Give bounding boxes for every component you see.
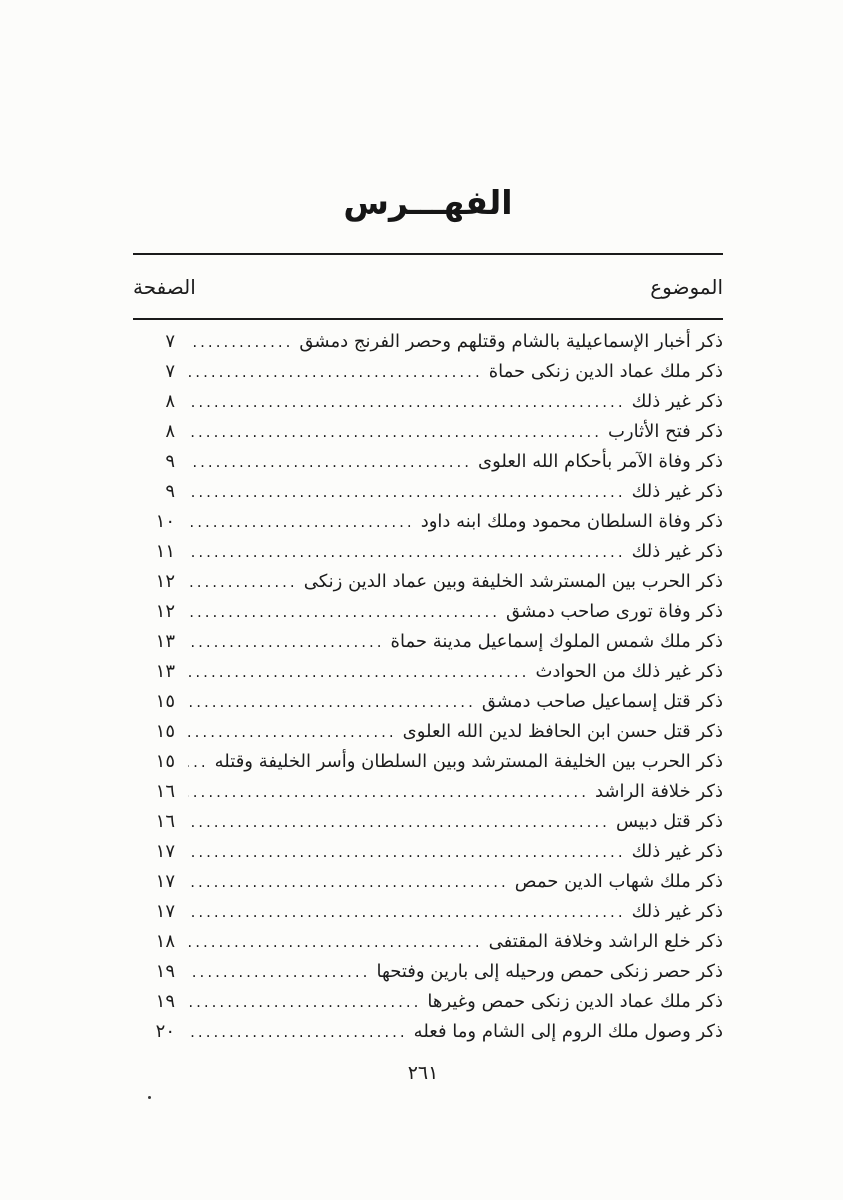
entry-page-number: ٧ xyxy=(165,331,175,352)
dotted-leader xyxy=(188,631,385,652)
folio-page-number: ٢٦١ xyxy=(407,1062,439,1084)
entry-title: ذكر غير ذلك xyxy=(631,481,723,502)
entry-title: ذكر غير ذلك xyxy=(631,901,723,922)
dotted-leader xyxy=(188,691,476,712)
entry-title: ذكر الحرب بين المسترشد الخليفة وبين عماد الدين زنكى xyxy=(303,571,723,592)
entry-title: ذكر غير ذلك من الحوادث xyxy=(535,661,723,682)
entry-title: ذكر أخبار الإسماعيلية بالشام وقتلهم وحصر الفرنج دمشق xyxy=(299,331,723,352)
entry-title: ذكر حصر زنكى حمص ورحيله إلى بارين وفتحها xyxy=(376,961,723,982)
dotted-leader xyxy=(188,601,500,622)
table-row xyxy=(133,991,723,1021)
dotted-leader xyxy=(188,811,610,832)
entry-page-number: ١٧ xyxy=(155,901,175,922)
subject-column-header: الموضوع xyxy=(650,275,723,299)
entry-page-number: ١٨ xyxy=(155,931,175,952)
entry-title: ذكر قتل حسن ابن الحافظ لدين الله العلوى xyxy=(402,721,723,742)
entry-title: ذكر غير ذلك xyxy=(631,841,723,862)
entry-page-number: ١٥ xyxy=(155,751,175,772)
entry-page-number: ١٦ xyxy=(155,811,175,832)
entry-title: ذكر ملك عماد الدين زنكى حماة xyxy=(488,361,723,382)
entry-title: ذكر ملك شمس الملوك إسماعيل مدينة حماة xyxy=(390,631,723,652)
table-row xyxy=(133,871,723,901)
entry-title: ذكر وصول ملك الروم إلى الشام وما فعله xyxy=(413,1021,723,1042)
dotted-leader xyxy=(188,511,415,532)
table-row xyxy=(133,481,723,511)
entry-title: ذكر ملك عماد الدين زنكى حمص وغيرها xyxy=(427,991,723,1012)
toc-entries xyxy=(133,331,723,1051)
dotted-leader xyxy=(188,781,589,802)
entry-title: ذكر ملك شهاب الدين حمص xyxy=(514,871,723,892)
entry-title: ذكر وفاة الآمر بأحكام الله العلوى xyxy=(478,451,723,472)
entry-page-number: ٨ xyxy=(165,421,175,442)
dotted-leader xyxy=(188,481,626,502)
dotted-leader xyxy=(188,871,509,892)
dotted-leader xyxy=(188,1021,408,1042)
dotted-leader xyxy=(188,541,626,562)
entry-page-number: ٩ xyxy=(165,451,175,472)
entry-page-number: ١٠ xyxy=(155,511,175,532)
entry-page-number: ١٣ xyxy=(155,661,175,682)
dotted-leader xyxy=(188,751,209,772)
table-row xyxy=(133,541,723,571)
entry-title: ذكر وفاة تورى صاحب دمشق xyxy=(505,601,723,622)
dotted-leader xyxy=(188,721,397,742)
entry-page-number: ١٧ xyxy=(155,871,175,892)
entry-title: ذكر وفاة السلطان محمود وملك ابنه داود xyxy=(420,511,723,532)
table-row xyxy=(133,631,723,661)
entry-page-number: ١٦ xyxy=(155,781,175,802)
page-column-header: الصفحة xyxy=(133,275,196,299)
dotted-leader xyxy=(188,421,602,442)
table-row xyxy=(133,811,723,841)
table-row xyxy=(133,601,723,631)
table-row xyxy=(133,721,723,751)
table-row xyxy=(133,781,723,811)
entry-title: ذكر قتل إسماعيل صاحب دمشق xyxy=(481,691,723,712)
entry-page-number: ١١ xyxy=(155,541,175,562)
entry-page-number: ١٧ xyxy=(155,841,175,862)
table-row xyxy=(133,841,723,871)
entry-page-number: ٩ xyxy=(165,481,175,502)
table-row xyxy=(133,331,723,361)
divider-header xyxy=(133,318,723,320)
table-row xyxy=(133,511,723,541)
dotted-leader xyxy=(188,991,421,1012)
entry-title: ذكر فتح الأثارب xyxy=(607,421,723,442)
table-row xyxy=(133,571,723,601)
table-row xyxy=(133,901,723,931)
entry-page-number: ٨ xyxy=(165,391,175,412)
dotted-leader xyxy=(188,361,483,382)
entry-title: ذكر غير ذلك xyxy=(631,391,723,412)
dotted-leader xyxy=(188,961,370,982)
divider-top xyxy=(133,253,723,255)
entry-title: ذكر قتل دبيس xyxy=(615,811,723,832)
dotted-leader xyxy=(188,391,626,412)
table-row xyxy=(133,661,723,691)
entry-page-number: ١٥ xyxy=(155,721,175,742)
table-row xyxy=(133,421,723,451)
entry-title: ذكر الحرب بين الخليفة المسترشد وبين السلطان وأسر الخليفة وقتله xyxy=(214,751,723,772)
entry-page-number: ١٢ xyxy=(155,601,175,622)
table-row xyxy=(133,961,723,991)
dotted-leader xyxy=(188,901,626,922)
table-row xyxy=(133,1021,723,1051)
entry-page-number: ١٢ xyxy=(155,571,175,592)
table-row xyxy=(133,751,723,781)
entry-page-number: ١٩ xyxy=(155,991,175,1012)
entry-page-number: ٧ xyxy=(165,361,175,382)
entry-page-number: ١٩ xyxy=(155,961,175,982)
dotted-leader xyxy=(188,661,529,682)
entry-page-number: ١٥ xyxy=(155,691,175,712)
dotted-leader xyxy=(188,931,483,952)
dotted-leader xyxy=(188,331,293,352)
dotted-leader xyxy=(188,451,472,472)
scan-speck xyxy=(148,1096,151,1099)
table-row xyxy=(133,691,723,721)
table-row xyxy=(133,451,723,481)
entry-title: ذكر خلع الراشد وخلافة المقتفى xyxy=(488,931,723,952)
entry-title: ذكر غير ذلك xyxy=(631,541,723,562)
dotted-leader xyxy=(188,571,298,592)
entry-title: ذكر خلافة الراشد xyxy=(594,781,723,802)
dotted-leader xyxy=(188,841,626,862)
table-row xyxy=(133,361,723,391)
page-title: الفهـــرس xyxy=(343,183,513,222)
table-row xyxy=(133,391,723,421)
entry-page-number: ١٣ xyxy=(155,631,175,652)
index-column-headers xyxy=(133,263,723,299)
table-row xyxy=(133,931,723,961)
entry-page-number: ٢٠ xyxy=(155,1021,175,1042)
